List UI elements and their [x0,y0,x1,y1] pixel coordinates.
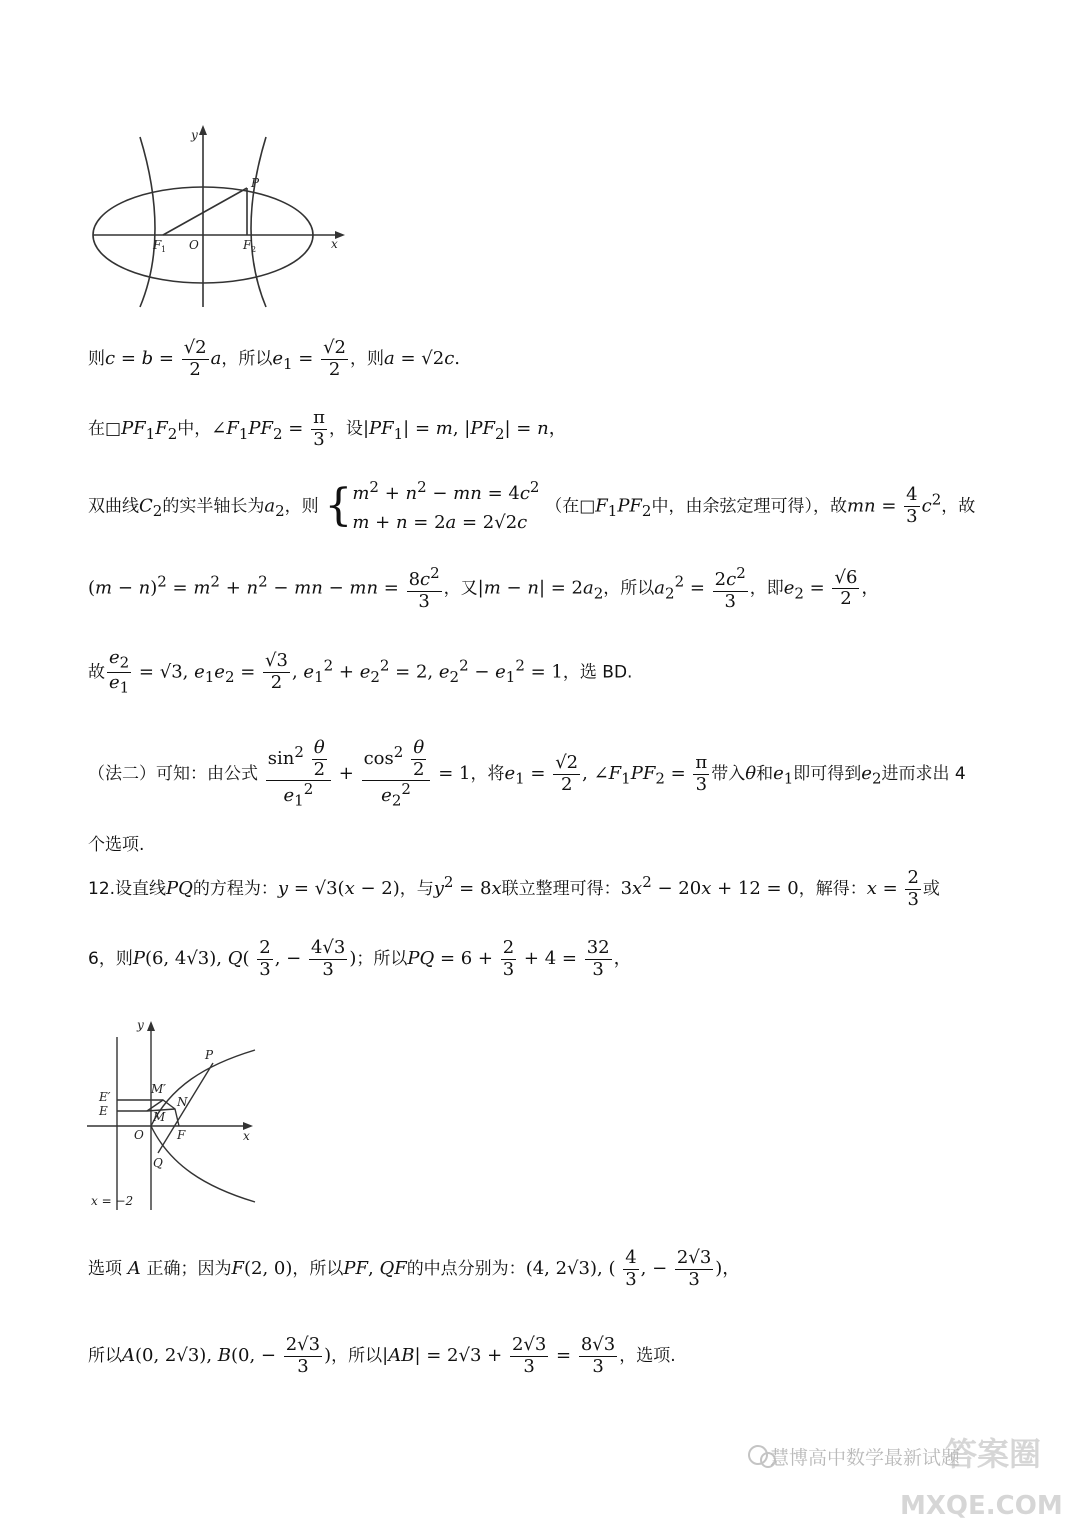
text-line-7 [88,836,144,854]
watermark-text: 慧博高中数学最新试题 [770,1447,961,1469]
text-segment: 即可得到 [793,764,862,785]
text-segment: 带入 [711,764,746,785]
text-line-10: 选项 A 正确；因为F(2, 0)，所以PF, QF的中点分别为：(4, 2√3), ( $\frac{4}{3}$ , − $\frac{2√3}{3}$ )， [88,1247,741,1290]
watermark-site: MXQE.COM [900,1491,1063,1520]
text-segment: 的实半轴长为 [162,496,265,517]
y-axis-arrow [147,1021,155,1031]
f1-subscript: 1 [161,245,167,254]
text-segment: 则 [88,349,105,370]
text-segment: 故 [88,662,105,683]
text-line-2: 在$□PF_1F_2$中，$\angle F_1PF_2$ = $\frac{\pi}{3}$ ，设$|PF_1| = m$, $|PF_2| = n$， [88,407,567,450]
text-segment: ；所以 [356,949,408,970]
text-segment: ，又 [443,578,478,599]
text-line-8: 12.设直线PQ的方程为：y = √3(x − 2)，与$y^2 = 8x$联立整理可得：$3x^2 - 20x + 12 = 0$，解得：x = $\frac{2}{3}$ 或 [88,867,940,910]
text-segment: （在□ [545,496,596,517]
text-segment: ，即 [749,578,784,599]
option-letter: A [127,1258,141,1280]
ellipse-hyperbola-figure [85,125,355,310]
text-line-1: 则c = b = $\frac{√2}{2}$ a，所以$e_1$ = $\frac{√2}{2}$ ，则a = √2c. [88,337,461,380]
text-segment: 所以 [88,1346,122,1367]
text-segment: ，与 [399,879,434,900]
hyperbola-left-branch [140,137,155,307]
text-line-11: 所以A(0, 2√3), B(0, − $\frac{2√3}{3}$ )，所以|AB| = 2√3 + $\frac{2√3}{3}$ = $\frac{8√3}{3}$ ，选项. [88,1334,676,1377]
text-segment: ，解得： [798,879,867,900]
text-segment: 的中点分别为： [406,1259,526,1280]
e-label: E [99,1104,108,1118]
text-segment: ，选项. [619,1346,676,1367]
text-segment: 在□ [88,419,122,440]
text-segment: ，则 [350,349,384,370]
origin-label: O [189,238,199,252]
text-line-6: （法二）可知：由公式 $\sin^2$ $\frac{\theta}{2}$ $e_1^2$ + $\cos^2$ $\frac{\theta}{2}$ $e_2^2$ = 1，将$e_1$ = $\frac{√2}{2}$ , $\angle F_1PF_2$ = $\frac{\pi}{3}$ 带入θ和$e_1$即可得到$e_2$进而求出 4 [88,737,966,810]
text-segment: ，选 BD. [562,662,633,683]
text-segment: 进而求出 4 [881,764,966,785]
x-label: x [331,237,338,251]
text-segment: 正确；因为 [146,1259,232,1280]
text-segment: 12.设直线 [88,879,167,900]
text-segment: ，则 [284,496,319,517]
m-label: M [153,1110,166,1124]
y-label: y [137,1018,144,1032]
text-segment: ，所以 [603,578,655,599]
y-label: y [191,128,198,142]
directrix-label: x = −2 [91,1194,134,1208]
parabola-figure [85,1015,265,1220]
text-segment: 中，由余弦定理可得），故 [651,496,847,517]
watermark-brand: 答案圈 [945,1435,1042,1473]
f2-subscript: 2 [251,245,257,254]
text-segment: ，所以 [331,1346,383,1367]
y-axis-arrow [199,125,207,135]
p-label: P [251,176,260,190]
p-label: P [205,1048,214,1062]
text-segment: 个选项. [88,835,145,855]
text-segment: ，所以 [221,349,273,370]
f-label: F [177,1128,186,1142]
e-prime-label: E′ [99,1090,111,1104]
x-label: x [243,1129,250,1143]
segment-pf1 [163,188,247,235]
text-line-9: 6，则P(6, 4√3), Q( $\frac{2}{3}$ , − $\frac{4√3}{3}$ )；所以PQ = 6 + $\frac{2}{3}$ + 4 = $\frac{32}{3}$ ， [88,937,632,980]
text-segment: ，故 [941,496,976,517]
text-segment: 双曲线 [88,496,139,517]
origin-label: O [134,1128,144,1142]
f2-label: F [243,238,252,252]
text-segment: 6，则 [88,949,133,970]
text-segment: ，将 [470,764,505,785]
text-segment: 联立整理可得： [501,879,621,900]
m-prime-label: M′ [151,1082,167,1096]
text-segment: 选项 [88,1259,122,1280]
text-segment: 或 [922,879,940,900]
hyperbola-right-branch [251,137,266,307]
n-label: N [177,1095,188,1109]
f1-label: F [153,238,162,252]
q-label: Q [153,1156,163,1170]
text-segment: 中， [177,419,212,440]
text-line-5: 故 $\frac{e_2}{e_1}$ = √3, $e_1e_2$ = $\frac{√3}{2}$ , $e_1^2 + e_2^2 = 2$, $e_2^2 - e_1^2 = 1$，选 BD. [88,647,633,697]
text-segment: 的方程为： [192,879,278,900]
text-segment: ，所以 [292,1259,344,1280]
text-segment: （法二）可知：由公式 [88,764,258,785]
text-line-3: 双曲线$C_2$的实半轴长为$a_2$，则 { $m^2 + n^2$ − mn = $4c^2$ m + n = 2a = 2√2c （在$□F_1PF_2$中，由余弦定理可得），故mn = $\frac{4}{3}$ $c^2$，故 [88,478,976,533]
text-segment: 和 [756,764,774,785]
text-segment: ，设 [328,419,363,440]
text-line-4: $(m - n)^2 = m^2 + n^2$ − mn − mn = $\frac{8c^2}{3}$ ，又$|m - n| = 2a_2$，所以$a_2^2$ = $\frac{2c^2}{3}$ ，即$e_2$ = $\frac{√6}{2}$ ， [88,564,880,612]
